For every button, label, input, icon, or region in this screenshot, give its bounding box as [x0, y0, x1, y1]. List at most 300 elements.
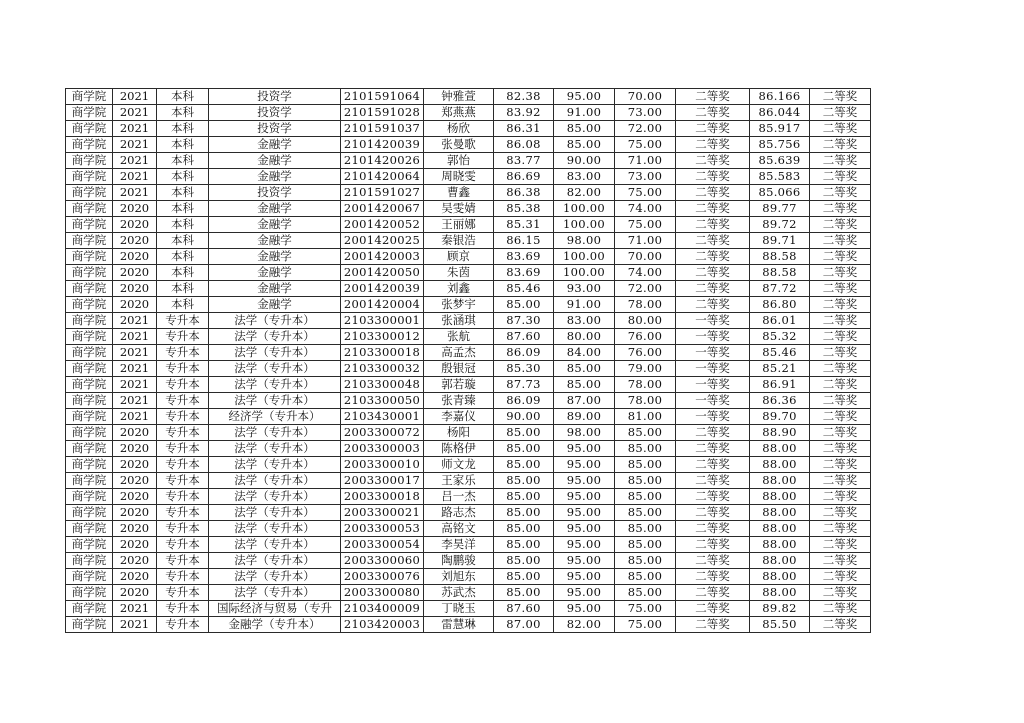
table-row	[66, 233, 871, 249]
college-cell: 商学院	[66, 185, 113, 201]
score-a-cell: 85.00	[494, 553, 554, 569]
final-award-cell: 二等奖	[810, 345, 871, 361]
name-cell: 李昊洋	[424, 537, 494, 553]
score-b-cell: 95.00	[554, 441, 615, 457]
grade-cell: 2021	[113, 601, 157, 617]
college-cell: 商学院	[66, 441, 113, 457]
score-a-cell: 86.09	[494, 393, 554, 409]
college-cell: 商学院	[66, 425, 113, 441]
table-row	[66, 329, 871, 345]
table-row	[66, 153, 871, 169]
score-a-cell: 87.60	[494, 601, 554, 617]
table-row	[66, 137, 871, 153]
total-score-cell: 88.00	[750, 441, 810, 457]
name-cell: 王丽娜	[424, 217, 494, 233]
final-award-cell: 二等奖	[810, 617, 871, 633]
score-b-cell: 95.00	[554, 489, 615, 505]
total-score-cell: 88.00	[750, 585, 810, 601]
final-award-cell: 二等奖	[810, 297, 871, 313]
grade-cell: 2021	[113, 89, 157, 105]
grade-cell: 2020	[113, 473, 157, 489]
table-row	[66, 409, 871, 425]
grade-cell: 2021	[113, 617, 157, 633]
total-score-cell: 89.70	[750, 409, 810, 425]
level-cell: 专升本	[157, 473, 209, 489]
college-cell: 商学院	[66, 393, 113, 409]
student-id-cell: 2003300080	[341, 585, 424, 601]
final-award-cell: 二等奖	[810, 377, 871, 393]
major-cell: 法学（专升本）	[209, 505, 341, 521]
grade-cell: 2021	[113, 185, 157, 201]
award-level-cell: 二等奖	[676, 521, 750, 537]
college-cell: 商学院	[66, 265, 113, 281]
name-cell: 高孟杰	[424, 345, 494, 361]
score-b-cell: 98.00	[554, 425, 615, 441]
table-row	[66, 441, 871, 457]
level-cell: 专升本	[157, 489, 209, 505]
level-cell: 本科	[157, 89, 209, 105]
table-body	[66, 89, 871, 633]
final-award-cell: 二等奖	[810, 489, 871, 505]
name-cell: 李嘉仪	[424, 409, 494, 425]
grade-cell: 2021	[113, 169, 157, 185]
major-cell: 法学（专升本）	[209, 553, 341, 569]
college-cell: 商学院	[66, 601, 113, 617]
score-b-cell: 100.00	[554, 217, 615, 233]
score-c-cell: 70.00	[615, 89, 676, 105]
score-a-cell: 85.00	[494, 473, 554, 489]
level-cell: 专升本	[157, 361, 209, 377]
college-cell: 商学院	[66, 281, 113, 297]
major-cell: 法学（专升本）	[209, 441, 341, 457]
final-award-cell: 二等奖	[810, 217, 871, 233]
student-id-cell: 2101591027	[341, 185, 424, 201]
score-c-cell: 80.00	[615, 313, 676, 329]
score-a-cell: 82.38	[494, 89, 554, 105]
major-cell: 金融学	[209, 297, 341, 313]
score-c-cell: 85.00	[615, 441, 676, 457]
score-a-cell: 86.38	[494, 185, 554, 201]
total-score-cell: 89.77	[750, 201, 810, 217]
table-row	[66, 105, 871, 121]
grade-cell: 2020	[113, 217, 157, 233]
student-id-cell: 2001420025	[341, 233, 424, 249]
level-cell: 专升本	[157, 537, 209, 553]
table-row	[66, 521, 871, 537]
score-b-cell: 95.00	[554, 569, 615, 585]
award-level-cell: 二等奖	[676, 169, 750, 185]
name-cell: 吴雯婧	[424, 201, 494, 217]
award-level-cell: 二等奖	[676, 505, 750, 521]
score-b-cell: 84.00	[554, 345, 615, 361]
major-cell: 投资学	[209, 89, 341, 105]
grade-cell: 2021	[113, 105, 157, 121]
level-cell: 本科	[157, 217, 209, 233]
college-cell: 商学院	[66, 473, 113, 489]
score-a-cell: 83.69	[494, 265, 554, 281]
college-cell: 商学院	[66, 537, 113, 553]
final-award-cell: 二等奖	[810, 361, 871, 377]
level-cell: 专升本	[157, 425, 209, 441]
award-level-cell: 二等奖	[676, 537, 750, 553]
table-row	[66, 617, 871, 633]
award-level-cell: 一等奖	[676, 361, 750, 377]
final-award-cell: 二等奖	[810, 249, 871, 265]
score-c-cell: 71.00	[615, 153, 676, 169]
table-row	[66, 217, 871, 233]
grade-cell: 2021	[113, 137, 157, 153]
student-id-cell: 2003300003	[341, 441, 424, 457]
total-score-cell: 88.00	[750, 569, 810, 585]
major-cell: 金融学	[209, 281, 341, 297]
name-cell: 苏武杰	[424, 585, 494, 601]
score-c-cell: 85.00	[615, 537, 676, 553]
award-level-cell: 二等奖	[676, 201, 750, 217]
total-score-cell: 85.50	[750, 617, 810, 633]
total-score-cell: 88.00	[750, 505, 810, 521]
table-row	[66, 537, 871, 553]
total-score-cell: 85.32	[750, 329, 810, 345]
score-a-cell: 86.15	[494, 233, 554, 249]
major-cell: 法学（专升本）	[209, 329, 341, 345]
final-award-cell: 二等奖	[810, 201, 871, 217]
table-row	[66, 601, 871, 617]
grade-cell: 2020	[113, 569, 157, 585]
major-cell: 金融学	[209, 265, 341, 281]
major-cell: 金融学	[209, 137, 341, 153]
score-b-cell: 95.00	[554, 505, 615, 521]
grade-cell: 2021	[113, 361, 157, 377]
total-score-cell: 89.72	[750, 217, 810, 233]
award-level-cell: 二等奖	[676, 233, 750, 249]
level-cell: 专升本	[157, 601, 209, 617]
level-cell: 专升本	[157, 329, 209, 345]
student-id-cell: 2003300072	[341, 425, 424, 441]
level-cell: 专升本	[157, 393, 209, 409]
table-row	[66, 201, 871, 217]
college-cell: 商学院	[66, 521, 113, 537]
score-c-cell: 85.00	[615, 425, 676, 441]
award-level-cell: 二等奖	[676, 585, 750, 601]
award-table	[65, 88, 871, 633]
score-c-cell: 78.00	[615, 393, 676, 409]
student-id-cell: 2001420067	[341, 201, 424, 217]
grade-cell: 2020	[113, 425, 157, 441]
name-cell: 雷慧琳	[424, 617, 494, 633]
name-cell: 杨阳	[424, 425, 494, 441]
total-score-cell: 86.80	[750, 297, 810, 313]
name-cell: 高铭文	[424, 521, 494, 537]
grade-cell: 2021	[113, 377, 157, 393]
score-c-cell: 72.00	[615, 281, 676, 297]
student-id-cell: 2003300017	[341, 473, 424, 489]
college-cell: 商学院	[66, 297, 113, 313]
total-score-cell: 86.166	[750, 89, 810, 105]
major-cell: 法学（专升本）	[209, 457, 341, 473]
total-score-cell: 88.58	[750, 249, 810, 265]
award-level-cell: 二等奖	[676, 121, 750, 137]
table-row	[66, 585, 871, 601]
table-row	[66, 169, 871, 185]
table-row	[66, 393, 871, 409]
score-c-cell: 72.00	[615, 121, 676, 137]
total-score-cell: 87.72	[750, 281, 810, 297]
score-b-cell: 93.00	[554, 281, 615, 297]
score-b-cell: 85.00	[554, 137, 615, 153]
final-award-cell: 二等奖	[810, 601, 871, 617]
major-cell: 金融学	[209, 201, 341, 217]
name-cell: 张青臻	[424, 393, 494, 409]
student-id-cell: 2103300018	[341, 345, 424, 361]
score-a-cell: 90.00	[494, 409, 554, 425]
score-c-cell: 79.00	[615, 361, 676, 377]
final-award-cell: 二等奖	[810, 105, 871, 121]
award-level-cell: 二等奖	[676, 617, 750, 633]
grade-cell: 2020	[113, 297, 157, 313]
major-cell: 法学（专升本）	[209, 537, 341, 553]
name-cell: 陈格伊	[424, 441, 494, 457]
award-level-cell: 一等奖	[676, 377, 750, 393]
college-cell: 商学院	[66, 169, 113, 185]
table-row	[66, 377, 871, 393]
score-a-cell: 87.30	[494, 313, 554, 329]
award-level-cell: 一等奖	[676, 393, 750, 409]
table-row	[66, 489, 871, 505]
college-cell: 商学院	[66, 121, 113, 137]
award-level-cell: 二等奖	[676, 489, 750, 505]
final-award-cell: 二等奖	[810, 185, 871, 201]
score-c-cell: 74.00	[615, 201, 676, 217]
score-b-cell: 95.00	[554, 457, 615, 473]
score-c-cell: 73.00	[615, 105, 676, 121]
name-cell: 王家乐	[424, 473, 494, 489]
score-a-cell: 85.00	[494, 521, 554, 537]
name-cell: 秦银浩	[424, 233, 494, 249]
name-cell: 郑燕燕	[424, 105, 494, 121]
student-id-cell: 2103300048	[341, 377, 424, 393]
grade-cell: 2020	[113, 249, 157, 265]
major-cell: 法学（专升本）	[209, 425, 341, 441]
final-award-cell: 二等奖	[810, 153, 871, 169]
total-score-cell: 88.00	[750, 521, 810, 537]
table-row	[66, 89, 871, 105]
total-score-cell: 88.00	[750, 489, 810, 505]
score-c-cell: 74.00	[615, 265, 676, 281]
level-cell: 专升本	[157, 553, 209, 569]
student-id-cell: 2101591028	[341, 105, 424, 121]
score-b-cell: 100.00	[554, 201, 615, 217]
score-a-cell: 85.00	[494, 297, 554, 313]
final-award-cell: 二等奖	[810, 473, 871, 489]
student-id-cell: 2101420064	[341, 169, 424, 185]
final-award-cell: 二等奖	[810, 569, 871, 585]
score-c-cell: 81.00	[615, 409, 676, 425]
grade-cell: 2021	[113, 313, 157, 329]
grade-cell: 2020	[113, 489, 157, 505]
final-award-cell: 二等奖	[810, 169, 871, 185]
level-cell: 本科	[157, 137, 209, 153]
score-c-cell: 73.00	[615, 169, 676, 185]
college-cell: 商学院	[66, 89, 113, 105]
award-level-cell: 一等奖	[676, 409, 750, 425]
score-c-cell: 70.00	[615, 249, 676, 265]
score-b-cell: 100.00	[554, 265, 615, 281]
level-cell: 专升本	[157, 409, 209, 425]
score-b-cell: 95.00	[554, 537, 615, 553]
table-row	[66, 121, 871, 137]
score-c-cell: 85.00	[615, 521, 676, 537]
student-id-cell: 2103430001	[341, 409, 424, 425]
score-c-cell: 85.00	[615, 585, 676, 601]
grade-cell: 2021	[113, 393, 157, 409]
score-a-cell: 87.60	[494, 329, 554, 345]
final-award-cell: 二等奖	[810, 425, 871, 441]
major-cell: 法学（专升本）	[209, 345, 341, 361]
score-b-cell: 85.00	[554, 377, 615, 393]
level-cell: 本科	[157, 297, 209, 313]
score-b-cell: 91.00	[554, 297, 615, 313]
major-cell: 法学（专升本）	[209, 377, 341, 393]
student-id-cell: 2103400009	[341, 601, 424, 617]
score-b-cell: 82.00	[554, 617, 615, 633]
college-cell: 商学院	[66, 329, 113, 345]
college-cell: 商学院	[66, 105, 113, 121]
score-b-cell: 95.00	[554, 473, 615, 489]
name-cell: 丁晓玉	[424, 601, 494, 617]
total-score-cell: 88.90	[750, 425, 810, 441]
level-cell: 本科	[157, 121, 209, 137]
score-a-cell: 86.08	[494, 137, 554, 153]
student-id-cell: 2103300050	[341, 393, 424, 409]
score-a-cell: 83.69	[494, 249, 554, 265]
student-id-cell: 2003300060	[341, 553, 424, 569]
college-cell: 商学院	[66, 233, 113, 249]
award-level-cell: 二等奖	[676, 185, 750, 201]
name-cell: 张曼歌	[424, 137, 494, 153]
grade-cell: 2020	[113, 537, 157, 553]
college-cell: 商学院	[66, 377, 113, 393]
grade-cell: 2021	[113, 121, 157, 137]
level-cell: 专升本	[157, 313, 209, 329]
total-score-cell: 86.01	[750, 313, 810, 329]
score-b-cell: 95.00	[554, 521, 615, 537]
score-c-cell: 85.00	[615, 489, 676, 505]
major-cell: 金融学	[209, 153, 341, 169]
score-a-cell: 85.00	[494, 537, 554, 553]
student-id-cell: 2101420026	[341, 153, 424, 169]
final-award-cell: 二等奖	[810, 441, 871, 457]
level-cell: 专升本	[157, 457, 209, 473]
level-cell: 本科	[157, 201, 209, 217]
grade-cell: 2020	[113, 233, 157, 249]
total-score-cell: 88.00	[750, 473, 810, 489]
table-row	[66, 249, 871, 265]
score-c-cell: 85.00	[615, 569, 676, 585]
score-a-cell: 85.00	[494, 489, 554, 505]
grade-cell: 2021	[113, 153, 157, 169]
student-id-cell: 2101420039	[341, 137, 424, 153]
level-cell: 本科	[157, 169, 209, 185]
name-cell: 陶鹏骏	[424, 553, 494, 569]
grade-cell: 2021	[113, 409, 157, 425]
score-a-cell: 85.46	[494, 281, 554, 297]
score-a-cell: 86.69	[494, 169, 554, 185]
award-level-cell: 二等奖	[676, 473, 750, 489]
student-id-cell: 2103300001	[341, 313, 424, 329]
grade-cell: 2020	[113, 201, 157, 217]
score-a-cell: 85.31	[494, 217, 554, 233]
major-cell: 投资学	[209, 105, 341, 121]
name-cell: 顾京	[424, 249, 494, 265]
award-level-cell: 二等奖	[676, 601, 750, 617]
score-c-cell: 85.00	[615, 457, 676, 473]
major-cell: 金融学	[209, 217, 341, 233]
student-id-cell: 2001420004	[341, 297, 424, 313]
college-cell: 商学院	[66, 137, 113, 153]
award-level-cell: 二等奖	[676, 249, 750, 265]
table-row	[66, 297, 871, 313]
total-score-cell: 86.044	[750, 105, 810, 121]
level-cell: 本科	[157, 233, 209, 249]
total-score-cell: 85.639	[750, 153, 810, 169]
name-cell: 刘旭东	[424, 569, 494, 585]
major-cell: 金融学	[209, 169, 341, 185]
table-row	[66, 505, 871, 521]
student-id-cell: 2003300053	[341, 521, 424, 537]
final-award-cell: 二等奖	[810, 89, 871, 105]
student-id-cell: 2103300032	[341, 361, 424, 377]
score-a-cell: 85.00	[494, 569, 554, 585]
college-cell: 商学院	[66, 553, 113, 569]
college-cell: 商学院	[66, 617, 113, 633]
level-cell: 专升本	[157, 377, 209, 393]
award-level-cell: 二等奖	[676, 105, 750, 121]
table-row	[66, 425, 871, 441]
college-cell: 商学院	[66, 361, 113, 377]
score-b-cell: 85.00	[554, 361, 615, 377]
table-row	[66, 473, 871, 489]
score-b-cell: 95.00	[554, 601, 615, 617]
student-id-cell: 2001420052	[341, 217, 424, 233]
total-score-cell: 85.756	[750, 137, 810, 153]
student-id-cell: 2003300018	[341, 489, 424, 505]
level-cell: 专升本	[157, 345, 209, 361]
student-id-cell: 2101591037	[341, 121, 424, 137]
total-score-cell: 88.58	[750, 265, 810, 281]
name-cell: 刘鑫	[424, 281, 494, 297]
grade-cell: 2021	[113, 345, 157, 361]
score-a-cell: 85.00	[494, 457, 554, 473]
major-cell: 法学（专升本）	[209, 473, 341, 489]
total-score-cell: 88.00	[750, 553, 810, 569]
name-cell: 曹鑫	[424, 185, 494, 201]
score-c-cell: 78.00	[615, 377, 676, 393]
student-id-cell: 2001420039	[341, 281, 424, 297]
table-row	[66, 457, 871, 473]
score-c-cell: 75.00	[615, 617, 676, 633]
student-id-cell: 2001420003	[341, 249, 424, 265]
final-award-cell: 二等奖	[810, 409, 871, 425]
grade-cell: 2020	[113, 553, 157, 569]
college-cell: 商学院	[66, 345, 113, 361]
major-cell: 法学（专升本）	[209, 361, 341, 377]
score-b-cell: 82.00	[554, 185, 615, 201]
score-a-cell: 85.00	[494, 505, 554, 521]
level-cell: 本科	[157, 249, 209, 265]
college-cell: 商学院	[66, 585, 113, 601]
score-a-cell: 85.00	[494, 441, 554, 457]
score-b-cell: 91.00	[554, 105, 615, 121]
